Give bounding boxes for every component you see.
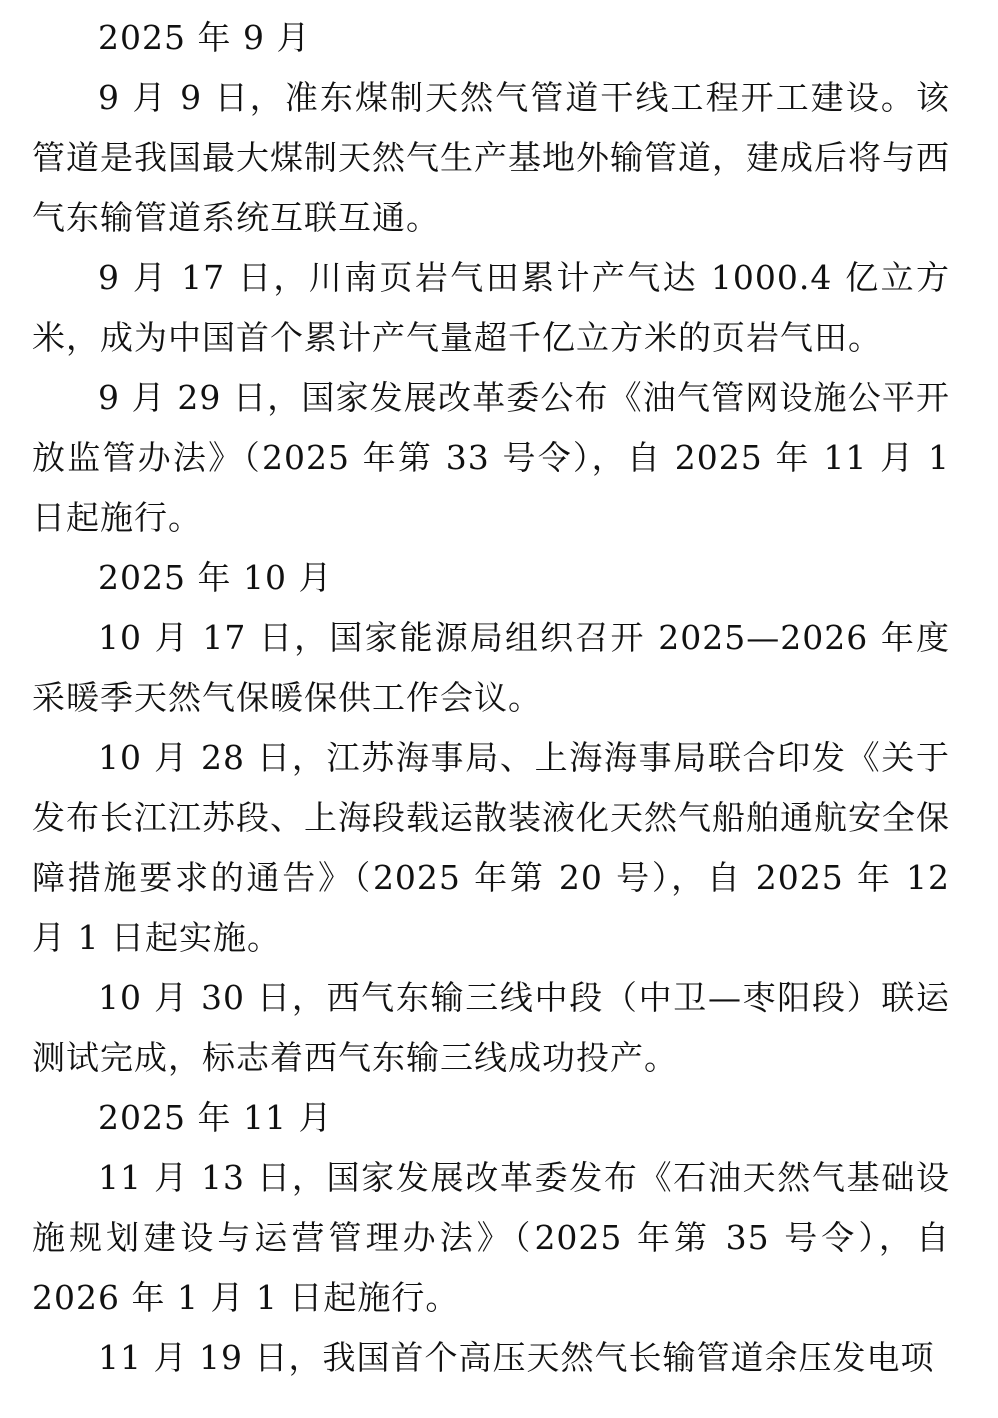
entry-paragraph: 10 月 30 日，西气东输三线中段（中卫—枣阳段）联运测试完成，标志着西气东输三线成功投产。 — [32, 978, 950, 1077]
month-heading-oct: 2025 年 10 月 — [98, 558, 333, 597]
month-heading-nov: 2025 年 11 月 — [98, 1098, 333, 1137]
month-heading-sep: 2025 年 9 月 — [98, 18, 311, 57]
entry-paragraph: 9 月 9 日，准东煤制天然气管道干线工程开工建设。该管道是我国最大煤制天然气生产基地外输管道，建成后将与西气东输管道系统互联互通。 — [32, 78, 950, 237]
entry-paragraph: 11 月 13 日，国家发展改革委发布《石油天然气基础设施规划建设与运营管理办法》（2025 年第 35 号令），自 2026 年 1 月 1 日起施行。 — [32, 1158, 950, 1317]
entry-paragraph: 11 月 19 日，我国首个高压天然气长输管道余压发电项 — [98, 1338, 935, 1377]
entry-paragraph: 10 月 17 日，国家能源局组织召开 2025—2026 年度采暖季天然气保暖保供工作会议。 — [32, 618, 950, 717]
document-body — [32, 8, 950, 1388]
entry-paragraph: 9 月 29 日，国家发展改革委公布《油气管网设施公平开放监管办法》（2025 年第 33 号令），自 2025 年 11 月 1 日起施行。 — [32, 378, 950, 537]
entry-paragraph: 9 月 17 日，川南页岩气田累计产气达 1000.4 亿立方米，成为中国首个累计产气量超千亿立方米的页岩气田。 — [32, 258, 950, 357]
entry-paragraph: 10 月 28 日，江苏海事局、上海海事局联合印发《关于发布长江江苏段、上海段载运散装液化天然气船舶通航安全保障措施要求的通告》（2025 年第 20 号），自 2025 年 12 月 1 日起实施。 — [32, 738, 950, 957]
